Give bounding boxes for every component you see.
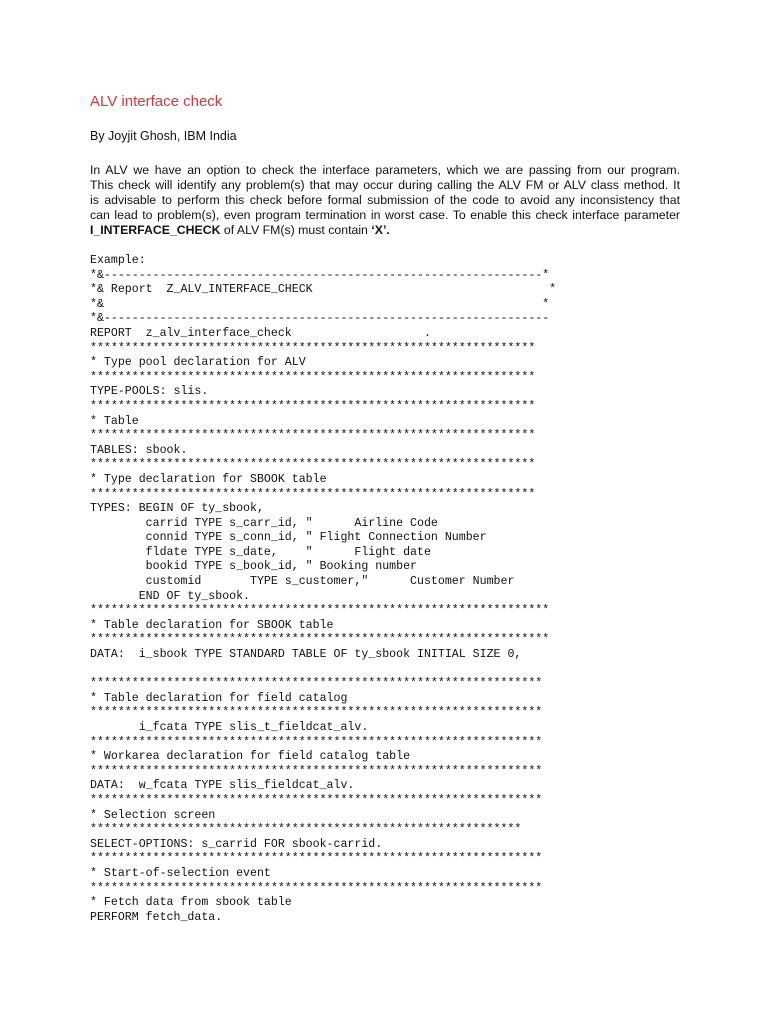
code-line: *& * [90,297,550,311]
code-line: connid TYPE s_conn_id, " Flight Connection Number [90,531,487,545]
code-line: ***************************************************************** [90,735,543,749]
intro-line: can lead to problem(s), even program termination in worst case. To enable this check interface parameter [90,208,680,222]
code-line: TABLES: sbook. [90,443,188,457]
code-line: * Selection screen [90,808,216,822]
intro-paragraph [90,163,680,238]
intro-line: In ALV we have an option to check the interface parameters, which we are passing from our program. [90,163,680,177]
code-line: ***************************************************************** [90,852,543,866]
code-line: *&---------------------------------------------------------------- [90,312,550,326]
code-line: * Type pool declaration for ALV [90,356,306,370]
code-line: ***************************************************************** [90,706,543,720]
code-line: **************************************************************** [90,399,536,413]
example-label: Example: [90,254,146,267]
code-line: i_fcata TYPE slis_t_fieldcat_alv. [90,721,369,734]
intro-line-text: of ALV FM(s) must contain [220,223,372,237]
code-line: fldate TYPE s_date, " Flight date [90,545,431,559]
code-line: TYPES: BEGIN OF ty_sbook, [90,502,264,516]
code-line: ***************************************************************** [90,677,543,691]
code-line: *& Report Z_ALV_INTERFACE_CHECK * [90,283,557,297]
code-line: ***************************************************************** [90,793,543,807]
code-line: customid TYPE s_customer," Customer Number [90,575,515,589]
code-line: ***************************************************************** [90,764,543,778]
interface-check-param: I_INTERFACE_CHECK [90,223,221,237]
code-line: ***************************************************************** [90,881,543,895]
code-line [90,663,556,678]
code-line: PERFORM fetch_data. [90,910,223,924]
intro-line [90,223,680,238]
code-line: * Fetch data from sbook table [90,896,292,910]
code-line: DATA: w_fcata TYPE slis_fieldcat_alv. [90,779,355,793]
code-line: * Workarea declaration for field catalog table [90,750,411,764]
code-line: **************************************************************** [90,487,536,501]
code-line: REPORT z_alv_interface_check . [90,326,431,340]
code-line: SELECT-OPTIONS: s_carrid FOR sbook-carrid. [90,837,383,851]
code-line: * Table [90,414,139,428]
code-line: **************************************************************** [90,429,536,443]
code-line: ****************************************************************** [90,604,550,618]
document-title: ALV interface check [90,93,223,110]
code-line: TYPE-POOLS: slis. [90,385,209,399]
param-value: ‘X’. [371,223,390,237]
code-line: * Start-of-selection event [90,866,271,880]
code-line: **************************************************************** [90,370,536,384]
code-line: ****************************************************************** [90,633,550,647]
code-listing [90,254,556,925]
intro-line: is advisable to perform this check before formal submission of the code to avoid any inconsistency that [90,193,680,207]
code-line: **************************************************************** [90,458,536,472]
document-page [90,0,690,1024]
code-line: **************************************************************** [90,341,536,355]
code-line: * Type declaration for SBOOK table [90,472,327,486]
code-line: * Table declaration for SBOOK table [90,618,334,632]
code-line: *&---------------------------------------------------------------* [90,268,550,282]
code-line: END OF ty_sbook. [90,589,251,603]
code-line: DATA: i_sbook TYPE STANDARD TABLE OF ty_sbook INITIAL SIZE 0, [90,648,522,662]
author-byline: By Joyjit Ghosh, IBM India [90,129,237,143]
code-line: * Table declaration for field catalog [90,691,348,705]
code-line: ************************************************************** [90,823,522,837]
intro-line: This check will identify any problem(s) that may occur during calling the ALV FM or ALV class method. It [90,178,680,192]
code-line: carrid TYPE s_carr_id, " Airline Code [90,516,438,530]
code-line: bookid TYPE s_book_id, " Booking number [90,560,417,574]
